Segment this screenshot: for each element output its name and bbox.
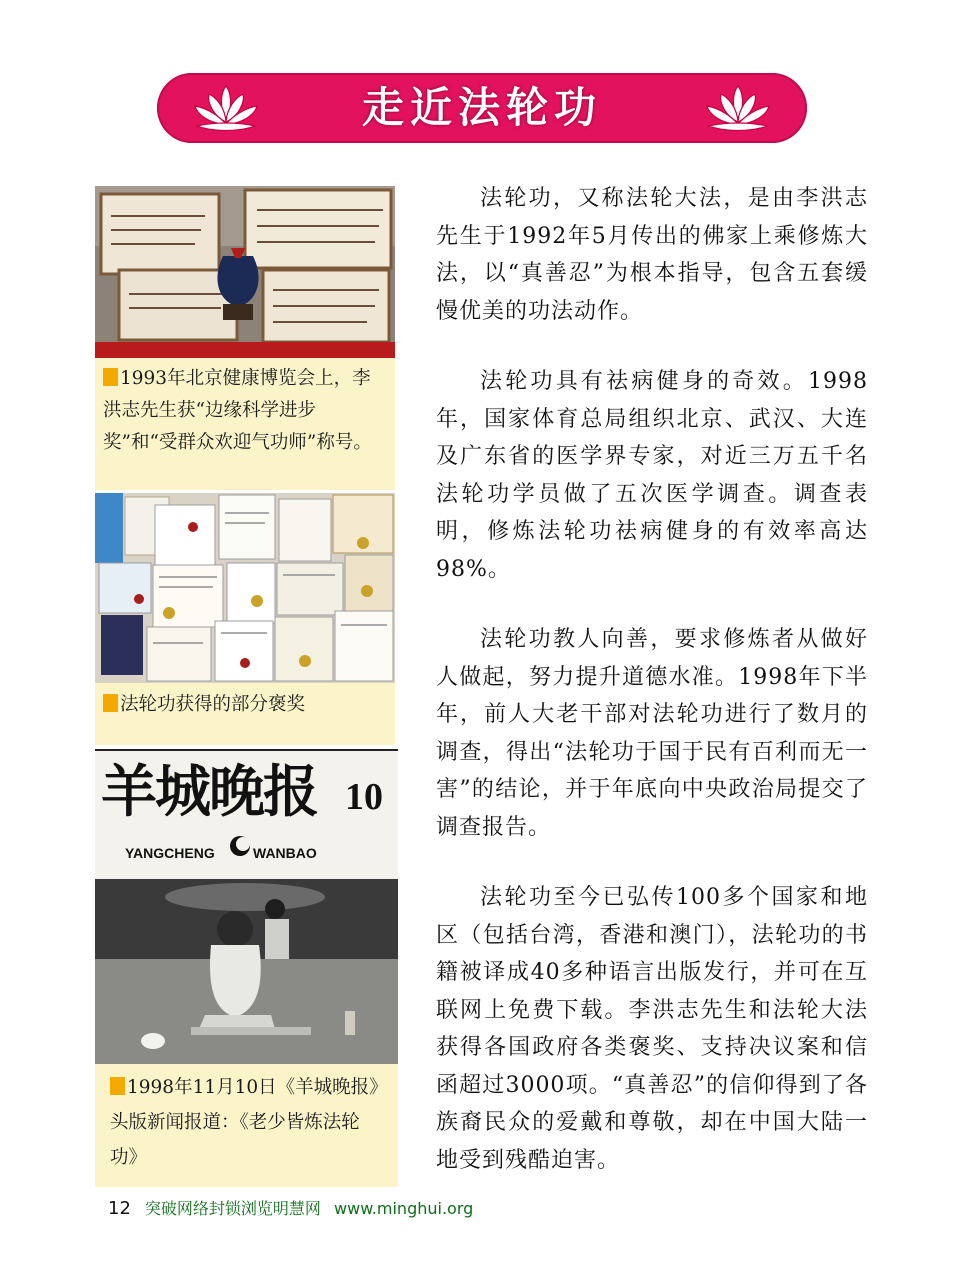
- newspaper-issue-number: 10: [345, 776, 383, 818]
- newspaper-latin-right: WANBAO: [253, 845, 317, 861]
- article-paragraph: 法轮功教人向善，要求修炼者从做好人做起，努力提升道德水准。1998年下半年，前人大老干部对法轮功进行了数月的调查，得出“法轮功于国于民有百利而无一害”的结论，并于年底向中央政治局提交了调查报告。: [436, 627, 868, 840]
- newspaper-latin-left: YANGCHENG: [125, 845, 215, 861]
- awards-collage-photo: [95, 493, 395, 683]
- caption-text: 法轮功获得的部分褒奖: [120, 694, 306, 715]
- footer-slogan: 突破网络封锁浏览明慧网: [144, 1199, 321, 1218]
- caption-awards: [103, 689, 387, 721]
- article-body: [436, 180, 868, 1212]
- award-certificates-photo: [95, 186, 395, 358]
- caption-expo: [103, 363, 387, 459]
- newspaper-masthead: 羊城晚报: [101, 759, 317, 825]
- caption-text: 1993年北京健康博览会上，李洪志先生获“边缘科学进步奖”和“受群众欢迎气功师”称号。: [103, 368, 372, 453]
- lotus-icon: [695, 82, 781, 134]
- page-number: 12: [108, 1198, 131, 1219]
- newspaper-logo-icon: [229, 835, 251, 857]
- article-paragraph: 法轮功，又称法轮大法，是由李洪志先生于1992年5月传出的佛家上乘修炼大法，以“真善忍”为根本指导，包含五套缓慢优美的功法动作。: [436, 186, 868, 324]
- article-paragraph: 法轮功至今已弘传100多个国家和地区（包括台湾，香港和澳门），法轮功的书籍被译成40多种语言出版发行，并可在互联网上免费下载。李洪志先生和法轮大法获得各国政府各类褒奖、支持决议案和信函超过3000项。“真善忍”的信仰得到了各族裔民众的爱戴和尊敬，却在中国大陆一地受到残酷迫害。: [436, 885, 868, 1173]
- caption-newspaper: [110, 1070, 386, 1175]
- page-title: 走近法轮功: [361, 83, 602, 132]
- bullet-square: [110, 1077, 125, 1095]
- title-banner: [157, 73, 807, 143]
- article-paragraph: 法轮功具有祛病健身的奇效。1998年，国家体育总局组织北京、武汉、大连及广东省的医学界专家，对近三万五千名法轮功学员做了五次医学调查。调查表明，修炼法轮功祛病健身的有效率高达98%。: [436, 369, 868, 582]
- caption-text: 1998年11月10日《羊城晚报》头版新闻报道：《老少皆炼法轮功》: [110, 1077, 379, 1168]
- page-footer: [108, 1196, 473, 1219]
- newspaper-front-page: [95, 749, 398, 1064]
- footer-url-link[interactable]: www.minghui.org: [334, 1199, 474, 1218]
- bullet-square: [103, 694, 118, 712]
- bullet-square: [103, 368, 118, 386]
